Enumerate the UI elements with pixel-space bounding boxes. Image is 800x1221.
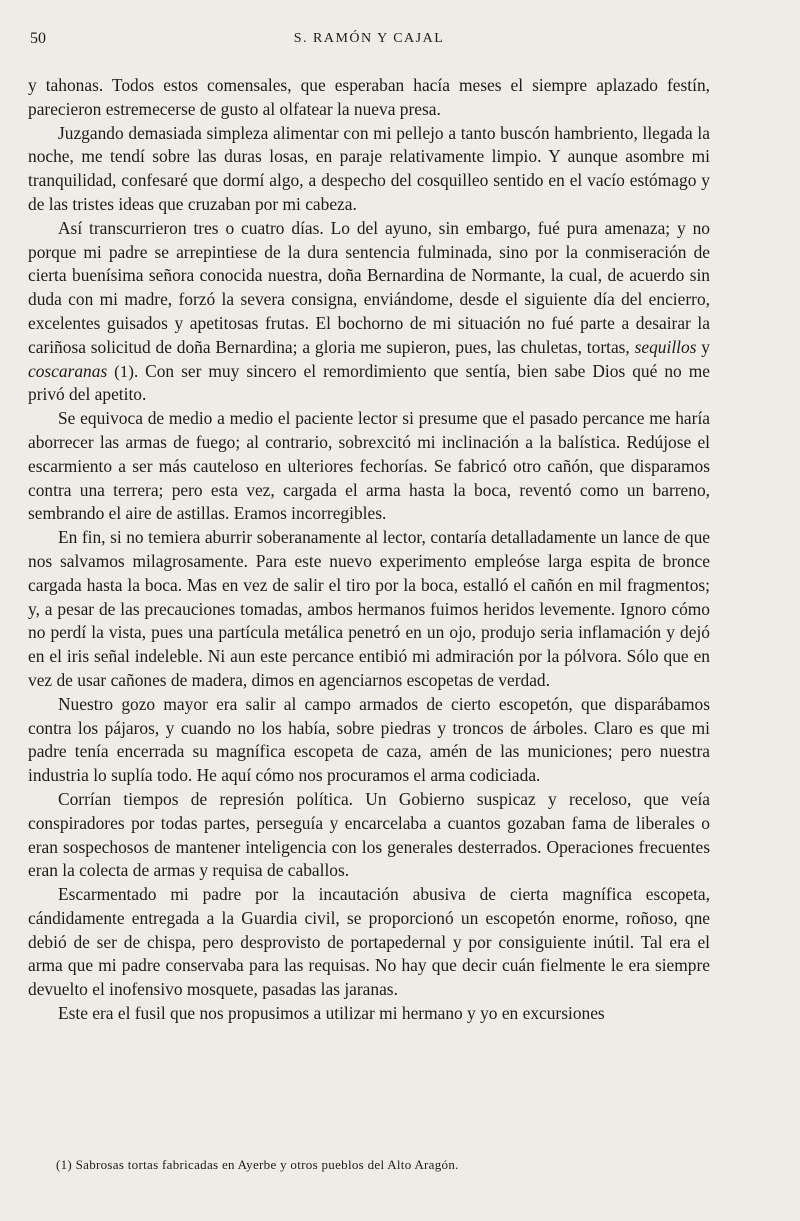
paragraph: En fin, si no temiera aburrir soberanamente al lector, contaría detalladamente un lance de que nos salvamos milagrosamente. Para este nuevo experimento empleóse larga espita de bronce cargada hasta la boca. Mas en vez de salir el tiro por la boca, estalló el cañón en mil fragmentos; y, a pesar de las precauciones tomadas, ambos hermanos fuimos heridos levemente. Ignoro cómo no perdí la vista, pues una partícula metálica penetró en un ojo, produjo seria inflamación y dejó en el iris señal indeleble. Ni aun este percance entibió mi admiración por la pólvora. Sólo que en vez de usar cañones de madera, dimos en agenciarnos escopetas de verdad. bbox=[28, 527, 710, 690]
italic-word: sequillos bbox=[634, 336, 697, 357]
page-header bbox=[28, 30, 710, 54]
paragraph: y tahonas. Todos estos comensales, que esperaban hacía meses el siempre aplazado festín, parecieron estremecerse de gusto al olfatear la nueva presa. bbox=[28, 75, 710, 119]
paragraph: Nuestro gozo mayor era salir al campo armados de cierto escopetón, que disparábamos contra los pájaros, y cuando no los había, sobre piedras y troncos de árboles. Claro es que mi padre tenía encerrada su magnífica escopeta de caza, amén de las municiones; pero nuestra industria lo suplía todo. He aquí cómo nos procuramos el arma codiciada. bbox=[28, 693, 710, 786]
running-head: S. RAMÓN Y CAJAL bbox=[293, 31, 445, 46]
body-text bbox=[28, 74, 710, 1026]
paragraph: Corrían tiempos de represión política. Un Gobierno suspicaz y receloso, que veía conspiradores por todas partes, perseguía y encarcelaba a cuantos gozaban fama de liberales o eran sospechosos de mantener inteligencia con los generales desterrados. Operaciones frecuentes eran la colecta de armas y requisa de caballos. bbox=[28, 788, 710, 881]
paragraph bbox=[28, 217, 710, 407]
paragraph: Escarmentado mi padre por la incautación abusiva de cierta magnífica escopeta, cándidamente entregada a la Guardia civil, se proporcionó un escopetón enorme, roñoso, qne debió de ser de chispa, pero desprovisto de portapedernal y por consiguiente inútil. Tal era el arma que mi padre conservaba para las requisas. No hay que decir cuán fielmente le era siempre devuelto el inofensivo mosquete, pasadas las jaranas. bbox=[28, 884, 710, 1000]
paragraph: Se equivoca de medio a medio el paciente lector si presume que el pasado percance me haría aborrecer las armas de fuego; al contrario, sobrexcitó mi inclinación a la balística. Redújose el escarmiento a ser más cauteloso en ulteriores fechorías. Se fabricó otro cañón, que disparamos contra una terrera; pero esta vez, cargada el arma hasta la boca, reventó como un barreno, sembrando el aire de astillas. Eramos incorregibles. bbox=[28, 408, 710, 524]
footnote: (1) Sabrosas tortas fabricadas en Ayerbe y otros pueblos del Alto Aragón. bbox=[56, 1157, 459, 1172]
paragraph-text: Así transcurrieron tres o cuatro días. Lo del ayuno, sin embargo, fué pura amenaza; y no porque mi padre se arrepintiese de la dura sentencia fulminada, sino por la conmiseración de cierta buenísima señora conocida nuestra, doña Bernardina de Normante, la cual, de acuerdo sin duda con mi madre, forzó la severa consigna, enviándome, desde el siguiente día del encierro, excelentes guisados y apetitosas frutas. El bochorno de mi situación no fué parte a desairar la cariñosa solicitud de doña Bernardina; a gloria me supieron, pues, las chuletas, tortas, bbox=[28, 217, 710, 357]
text-run: sabe Dios qué no me privó del apetito. bbox=[28, 360, 710, 405]
paragraph: Juzgando demasiada simpleza alimentar con mi pellejo a tanto buscón hambriento, llegada la noche, me tendí sobre las duras losas, en paraje relativamente limpio. Y aunque asombre mi tranquilidad, confesaré que dormí algo, a despecho del cosquilleo sentido en el vacío estómago y de las tristes ideas que cruzaban por mi cabeza. bbox=[28, 122, 710, 214]
page-number: 50 bbox=[30, 30, 46, 47]
text-run: Con ser muy sincero el remordimiento que sentía, bien bbox=[145, 360, 548, 381]
footnote-reference: (1). bbox=[107, 361, 146, 381]
italic-word: coscaranas bbox=[28, 360, 108, 381]
paragraph: Este era el fusil que nos propusimos a utilizar mi hermano y yo en excursiones bbox=[58, 1003, 605, 1024]
text-run: y bbox=[696, 336, 710, 357]
